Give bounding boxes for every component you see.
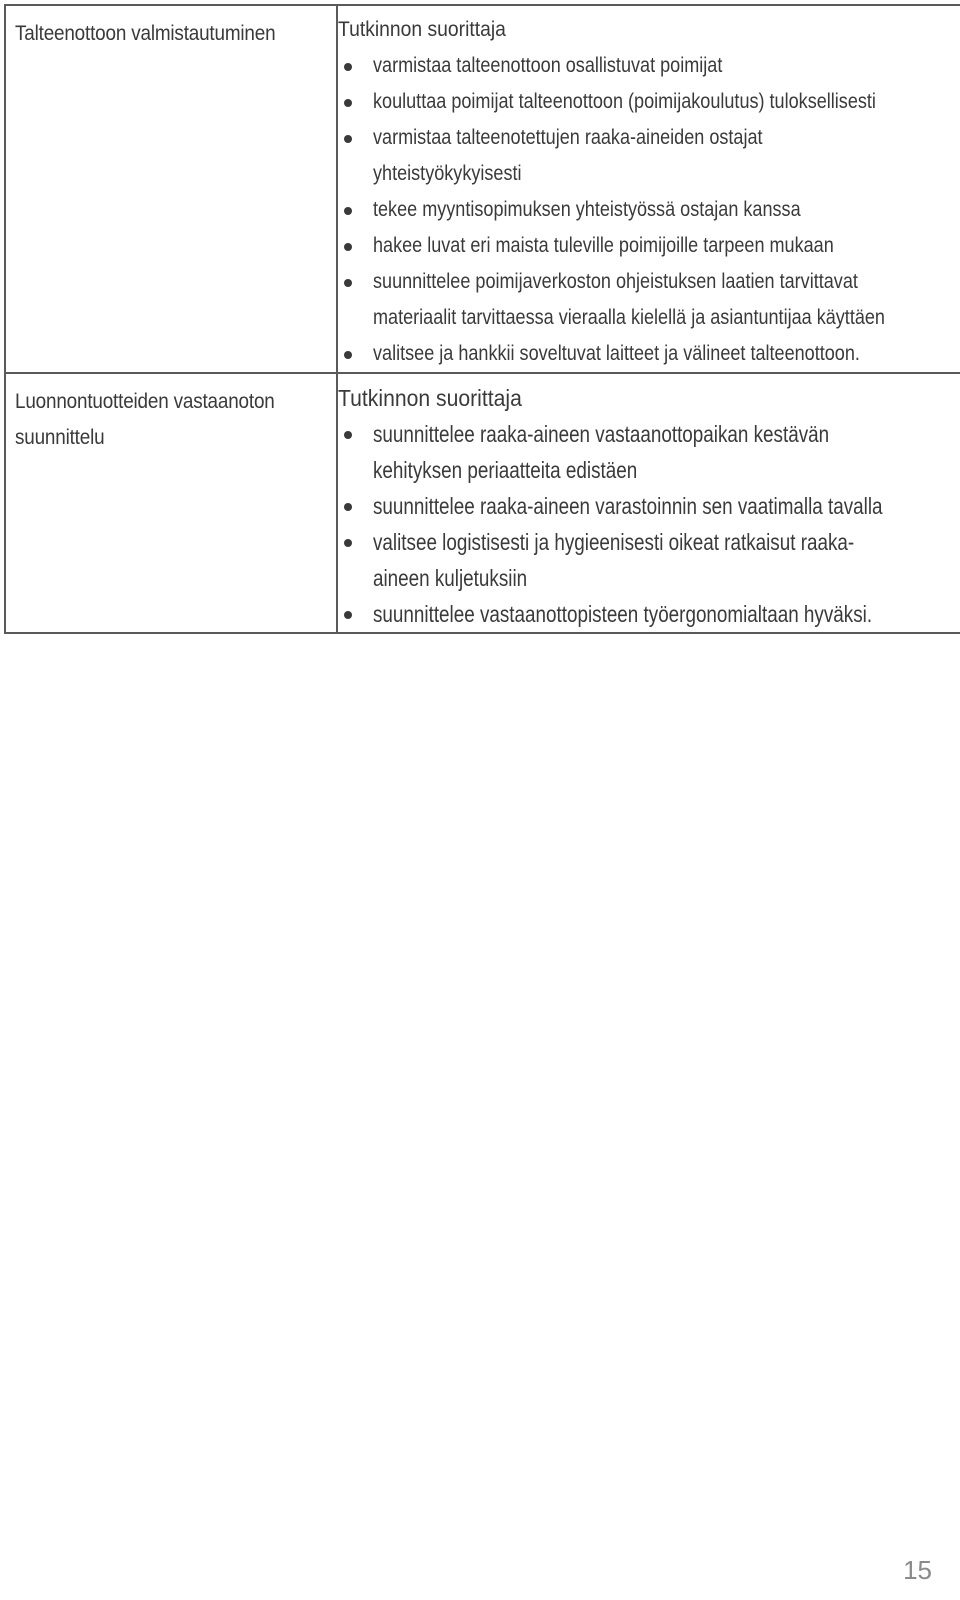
row-label-line: Talteenottoon valmistautuminen [15, 22, 276, 45]
criteria-list [338, 48, 960, 372]
list-item: suunnittelee poimijaverkoston ohjeistuksen laatien tarvittavat materiaalit tarvittaessa vieraalla kielellä ja asiantuntijaa käyttäen [338, 264, 960, 336]
list-item: hakee luvat eri maista tuleville poimijoille tarpeen mukaan [338, 228, 960, 264]
table-row [5, 5, 960, 373]
criteria-heading: Tutkinnon suorittaja [338, 385, 522, 411]
row-label-line: Luonnontuotteiden vastaanoton [15, 390, 275, 413]
bullet-icon [344, 279, 352, 287]
list-item: valitsee ja hankkii soveltuvat laitteet ja välineet talteenottoon. [338, 336, 960, 372]
bullet-icon [344, 503, 352, 511]
criteria-cell [337, 373, 960, 633]
bullet-icon [344, 351, 352, 359]
bullet-icon [344, 207, 352, 215]
bullet-icon [344, 243, 352, 251]
list-item: tekee myyntisopimuksen yhteistyössä ostajan kanssa [338, 192, 960, 228]
list-item: varmistaa talteenotettujen raaka-aineiden ostajat yhteistyökykyisesti [338, 120, 960, 192]
row-label-cell [5, 5, 337, 373]
table-row [5, 373, 960, 633]
list-item: suunnittelee raaka-aineen varastoinnin sen vaatimalla tavalla [338, 488, 960, 524]
bullet-icon [344, 99, 352, 107]
criteria-cell [337, 5, 960, 373]
bullet-icon [344, 135, 352, 143]
list-item: varmistaa talteenottoon osallistuvat poimijat [338, 48, 960, 84]
criteria-heading: Tutkinnon suorittaja [338, 18, 506, 41]
list-item: valitsee logistisesti ja hygieenisesti oikeat ratkaisut raaka- aineen kuljetuksiin [338, 524, 960, 596]
list-item: suunnittelee vastaanottopisteen työergonomialtaan hyväksi. [338, 596, 960, 632]
row-label-line: suunnittelu [15, 426, 105, 449]
bullet-icon [344, 539, 352, 547]
list-item: suunnittelee raaka-aineen vastaanottopaikan kestävän kehityksen periaatteita edistäen [338, 416, 960, 488]
bullet-icon [344, 611, 352, 619]
competence-table [4, 4, 960, 634]
list-item: kouluttaa poimijat talteenottoon (poimijakoulutus) tuloksellisesti [338, 84, 960, 120]
row-label [6, 374, 303, 456]
criteria-list [338, 416, 960, 632]
row-label [6, 6, 303, 52]
bullet-icon [344, 431, 352, 439]
page-number: 15 [903, 1555, 932, 1585]
row-label-cell [5, 373, 337, 633]
bullet-icon [344, 63, 352, 71]
